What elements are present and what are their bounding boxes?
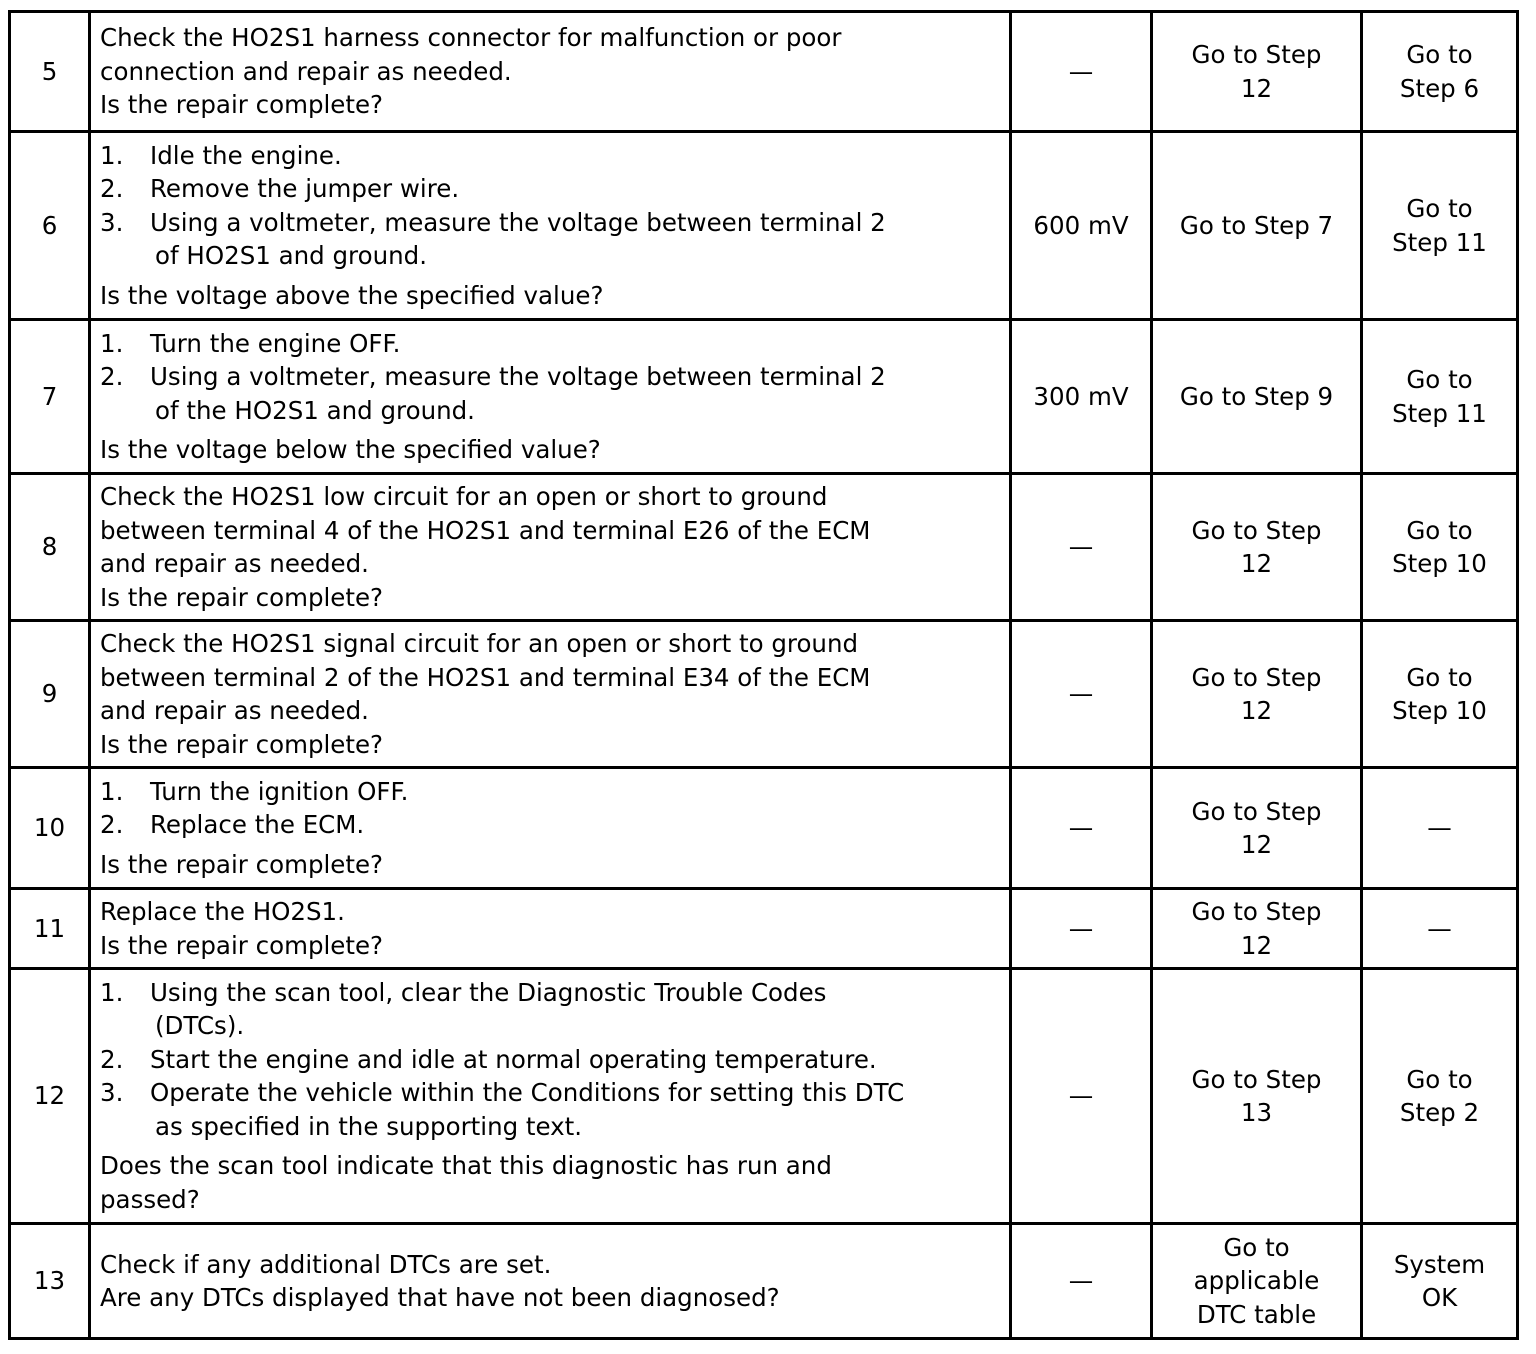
procedure-step-text: Remove the jumper wire. [150, 174, 460, 204]
step-question: Is the repair complete? [100, 582, 384, 612]
step-number: 11 [10, 889, 90, 969]
procedure-step-number: 3. [100, 207, 124, 237]
specified-value: — [1011, 969, 1152, 1224]
step-question: Is the voltage below the specified value? [100, 435, 601, 464]
no-action [1362, 768, 1518, 889]
yes-action-text: Go to Step [1191, 40, 1322, 69]
step-number: 13 [10, 1224, 90, 1339]
action-text: between terminal 4 of the HO2S1 and terminal E26 of the ECM [100, 515, 871, 545]
yes-action [1152, 969, 1362, 1224]
procedure-step-text: Idle the engine. [150, 140, 342, 170]
no-action-text: Step 10 [1392, 696, 1487, 725]
no-action [1362, 12, 1518, 132]
procedure-step [100, 1043, 1001, 1077]
step-number: 8 [10, 474, 90, 621]
procedure-step-number: 2. [100, 174, 124, 204]
procedure-step [100, 360, 1001, 427]
procedure-step-text: Replace the ECM. [150, 810, 365, 840]
no-action-text: Step 11 [1392, 398, 1487, 428]
no-action [1362, 320, 1518, 474]
procedure-step-number: 1. [100, 776, 124, 806]
table-row [10, 889, 1518, 969]
no-action [1362, 132, 1518, 320]
step-number: 10 [10, 768, 90, 889]
action-text: Replace the HO2S1. [100, 897, 345, 926]
step-number: 5 [10, 12, 90, 132]
yes-action [1152, 12, 1362, 132]
no-action [1362, 1224, 1518, 1339]
step-action [90, 474, 1011, 621]
specified-value: — [1011, 12, 1152, 132]
no-action-text: Go to [1406, 40, 1473, 69]
no-action [1362, 969, 1518, 1224]
procedure-step-continuation: of the HO2S1 and ground. [155, 395, 475, 425]
table-row [10, 969, 1518, 1224]
procedure-step-text: Start the engine and idle at normal operating temperature. [150, 1044, 877, 1074]
step-action [90, 320, 1011, 474]
no-action-text: Step 6 [1399, 73, 1480, 103]
yes-action-text: Go to Step [1191, 515, 1322, 545]
step-question: passed? [100, 1184, 200, 1214]
no-action-text: Go to [1406, 1064, 1473, 1094]
diagnostic-table [8, 10, 1519, 1340]
procedure-step [100, 775, 1001, 809]
procedure-step-text: Operate the vehicle within the Conditions for setting this DTC [150, 1078, 905, 1108]
step-action [90, 969, 1011, 1224]
step-number: 6 [10, 132, 90, 320]
yes-action [1152, 889, 1362, 969]
procedure-step-text: Using a voltmeter, measure the voltage between terminal 2 [150, 362, 886, 391]
procedure-step [100, 206, 1001, 273]
no-action-text: Go to [1406, 662, 1473, 692]
procedure-step [100, 139, 1001, 173]
no-action-text: — [1427, 813, 1452, 843]
procedure-step-continuation: of HO2S1 and ground. [155, 241, 427, 271]
procedure-step-number: 1. [100, 328, 124, 358]
yes-action-text: 12 [1240, 830, 1273, 859]
table-row [10, 768, 1518, 889]
step-question: Is the repair complete? [100, 90, 384, 120]
procedure-step-number: 2. [100, 810, 124, 840]
step-question: Is the voltage above the specified value? [100, 280, 604, 310]
step-action [90, 12, 1011, 132]
procedure-step-continuation: as specified in the supporting text. [155, 1111, 583, 1141]
yes-action-text: DTC table [1196, 1299, 1317, 1329]
no-action-text: OK [1421, 1283, 1458, 1312]
yes-action [1152, 320, 1362, 474]
no-action-text: System [1393, 1249, 1486, 1279]
yes-action-text: Go to Step 9 [1179, 381, 1334, 411]
no-action-text: Step 10 [1392, 549, 1487, 578]
specified-value: — [1011, 1224, 1152, 1339]
yes-action-text: 12 [1240, 73, 1273, 103]
yes-action [1152, 768, 1362, 889]
step-action [90, 768, 1011, 889]
procedure-step-text: Using the scan tool, clear the Diagnostic Trouble Codes [150, 977, 827, 1007]
table-row [10, 474, 1518, 621]
procedure-step-text: Turn the ignition OFF. [150, 776, 409, 806]
action-text: Check the HO2S1 signal circuit for an open or short to ground [100, 629, 859, 658]
no-action [1362, 474, 1518, 621]
yes-action-text: Go to Step 7 [1179, 210, 1334, 240]
action-text: and repair as needed. [100, 549, 369, 578]
yes-action-text: 12 [1240, 930, 1273, 960]
step-number: 12 [10, 969, 90, 1224]
yes-action-text: Go to Step [1191, 662, 1322, 692]
yes-action [1152, 621, 1362, 768]
step-number: 9 [10, 621, 90, 768]
procedure-step-number: 2. [100, 1044, 124, 1074]
table-row [10, 12, 1518, 132]
no-action [1362, 889, 1518, 969]
procedure-step-number: 1. [100, 140, 124, 170]
step-action [90, 132, 1011, 320]
procedure-step-text: Turn the engine OFF. [150, 328, 401, 358]
step-action [90, 621, 1011, 768]
step-question: Is the repair complete? [100, 930, 384, 960]
procedure-step-continuation: (DTCs). [155, 1011, 245, 1041]
yes-action-text: Go to Step [1191, 796, 1322, 826]
step-question: Does the scan tool indicate that this diagnostic has run and [100, 1151, 832, 1181]
procedure-step [100, 327, 1001, 361]
table-row [10, 320, 1518, 474]
yes-action-text: Go to [1223, 1232, 1290, 1262]
no-action-text: — [1427, 913, 1452, 943]
yes-action-text: Go to Step [1191, 897, 1322, 926]
specified-value: 300 mV [1011, 320, 1152, 474]
procedure-step-number: 1. [100, 977, 124, 1007]
specified-value: — [1011, 474, 1152, 621]
table-row [10, 621, 1518, 768]
step-question: Is the repair complete? [100, 729, 384, 759]
yes-action-text: Go to Step [1191, 1064, 1322, 1094]
step-question: Are any DTCs displayed that have not been diagnosed? [100, 1283, 780, 1312]
procedure-step [100, 172, 1001, 206]
specified-value: — [1011, 768, 1152, 889]
step-number: 7 [10, 320, 90, 474]
action-text: between terminal 2 of the HO2S1 and terminal E34 of the ECM [100, 662, 871, 692]
procedure-step-number: 3. [100, 1078, 124, 1108]
no-action [1362, 621, 1518, 768]
step-action [90, 889, 1011, 969]
specified-value: — [1011, 621, 1152, 768]
action-text: Check the HO2S1 low circuit for an open or short to ground [100, 482, 828, 511]
no-action-text: Go to [1406, 515, 1473, 545]
procedure-step [100, 1076, 1001, 1143]
procedure-step [100, 808, 1001, 842]
yes-action [1152, 474, 1362, 621]
action-text: and repair as needed. [100, 696, 369, 725]
action-text: connection and repair as needed. [100, 56, 512, 86]
action-text: Check if any additional DTCs are set. [100, 1249, 552, 1279]
step-action [90, 1224, 1011, 1339]
table-row [10, 132, 1518, 320]
no-action-text: Go to [1406, 194, 1473, 223]
specified-value: 600 mV [1011, 132, 1152, 320]
no-action-text: Step 2 [1399, 1098, 1480, 1127]
step-question: Is the repair complete? [100, 849, 384, 879]
table-body [10, 12, 1518, 1339]
procedure-step-text: Using a voltmeter, measure the voltage between terminal 2 [150, 207, 886, 237]
yes-action-text: 13 [1240, 1098, 1273, 1127]
procedure-step [100, 976, 1001, 1043]
no-action-text: Go to [1406, 365, 1473, 394]
specified-value: — [1011, 889, 1152, 969]
action-text: Check the HO2S1 harness connector for malfunction or poor [100, 23, 842, 53]
yes-action-text: applicable [1193, 1266, 1320, 1296]
yes-action-text: 12 [1240, 549, 1273, 578]
yes-action [1152, 1224, 1362, 1339]
yes-action-text: 12 [1240, 696, 1273, 725]
table-row [10, 1224, 1518, 1339]
no-action-text: Step 11 [1392, 227, 1487, 257]
procedure-step-number: 2. [100, 362, 124, 391]
yes-action [1152, 132, 1362, 320]
